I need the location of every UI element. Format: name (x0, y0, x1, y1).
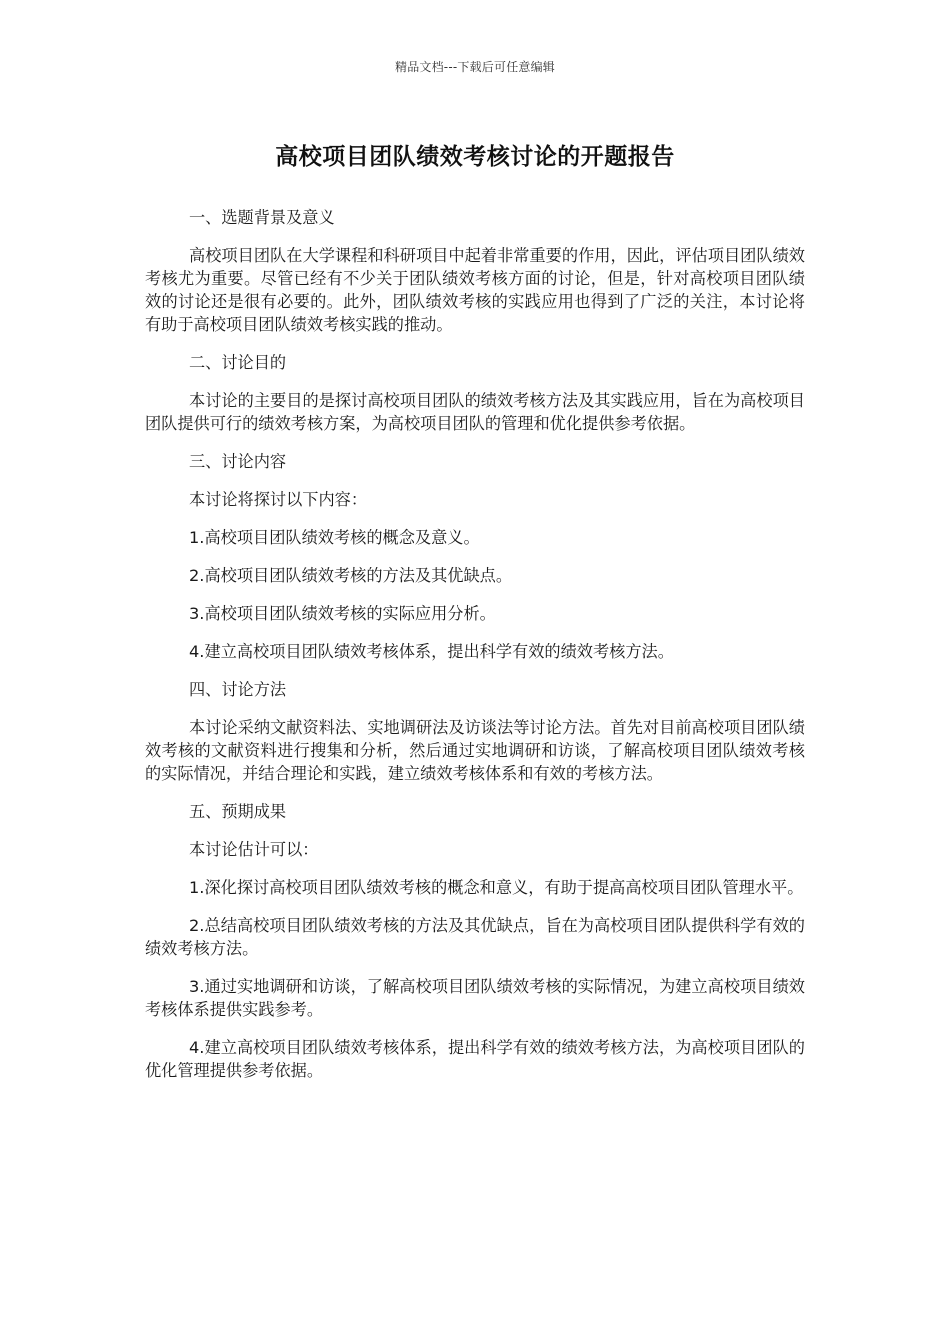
section-heading-background: 一、选题背景及意义 (189, 208, 335, 227)
list-item: 4.建立高校项目团队绩效考核体系，提出科学有效的绩效考核方法。 (189, 642, 674, 661)
document-body (145, 206, 805, 1097)
section-intro: 本讨论估计可以： (189, 840, 319, 859)
page-header-watermark: 精品文档---下载后可任意编辑 (395, 60, 555, 74)
result-item: 3.通过实地调研和访谈，了解高校项目团队绩效考核的实际情况，为建立高校项目绩效考核体系提供实践参考。 (145, 977, 805, 1019)
list-item: 3.高校项目团队绩效考核的实际应用分析。 (189, 604, 496, 623)
section-heading-purpose: 二、讨论目的 (189, 353, 287, 372)
section-heading-content: 三、讨论内容 (189, 452, 287, 471)
list-item: 2.高校项目团队绩效考核的方法及其优缺点。 (189, 566, 513, 585)
section-intro: 本讨论将探讨以下内容： (189, 490, 368, 509)
section-heading-method: 四、讨论方法 (189, 680, 287, 699)
result-item: 4.建立高校项目团队绩效考核体系，提出科学有效的绩效考核方法，为高校项目团队的优化管理提供参考依据。 (145, 1038, 805, 1080)
result-item: 1.深化探讨高校项目团队绩效考核的概念和意义，有助于提高高校项目团队管理水平。 (189, 878, 804, 897)
list-item: 1.高校项目团队绩效考核的概念及意义。 (189, 528, 480, 547)
section-paragraph: 高校项目团队在大学课程和科研项目中起着非常重要的作用，因此，评估项目团队绩效考核尤为重要。尽管已经有不少关于团队绩效考核方面的讨论，但是，针对高校项目团队绩效的讨论还是很有必要的。此外，团队绩效考核的实践应用也得到了广泛的关注，本讨论将有助于高校项目团队绩效考核实践的推动。 (145, 246, 805, 334)
document-title: 高校项目团队绩效考核讨论的开题报告 (275, 144, 675, 170)
section-paragraph: 本讨论采纳文献资料法、实地调研法及访谈法等讨论方法。首先对目前高校项目团队绩效考核的文献资料进行搜集和分析，然后通过实地调研和访谈，了解高校项目团队绩效考核的实际情况，并结合理论和实践，建立绩效考核体系和有效的考核方法。 (145, 718, 805, 783)
section-paragraph: 本讨论的主要目的是探讨高校项目团队的绩效考核方法及其实践应用，旨在为高校项目团队提供可行的绩效考核方案，为高校项目团队的管理和优化提供参考依据。 (145, 391, 805, 433)
result-item: 2.总结高校项目团队绩效考核的方法及其优缺点，旨在为高校项目团队提供科学有效的绩效考核方法。 (145, 916, 805, 958)
section-heading-expected-results: 五、预期成果 (189, 802, 287, 821)
